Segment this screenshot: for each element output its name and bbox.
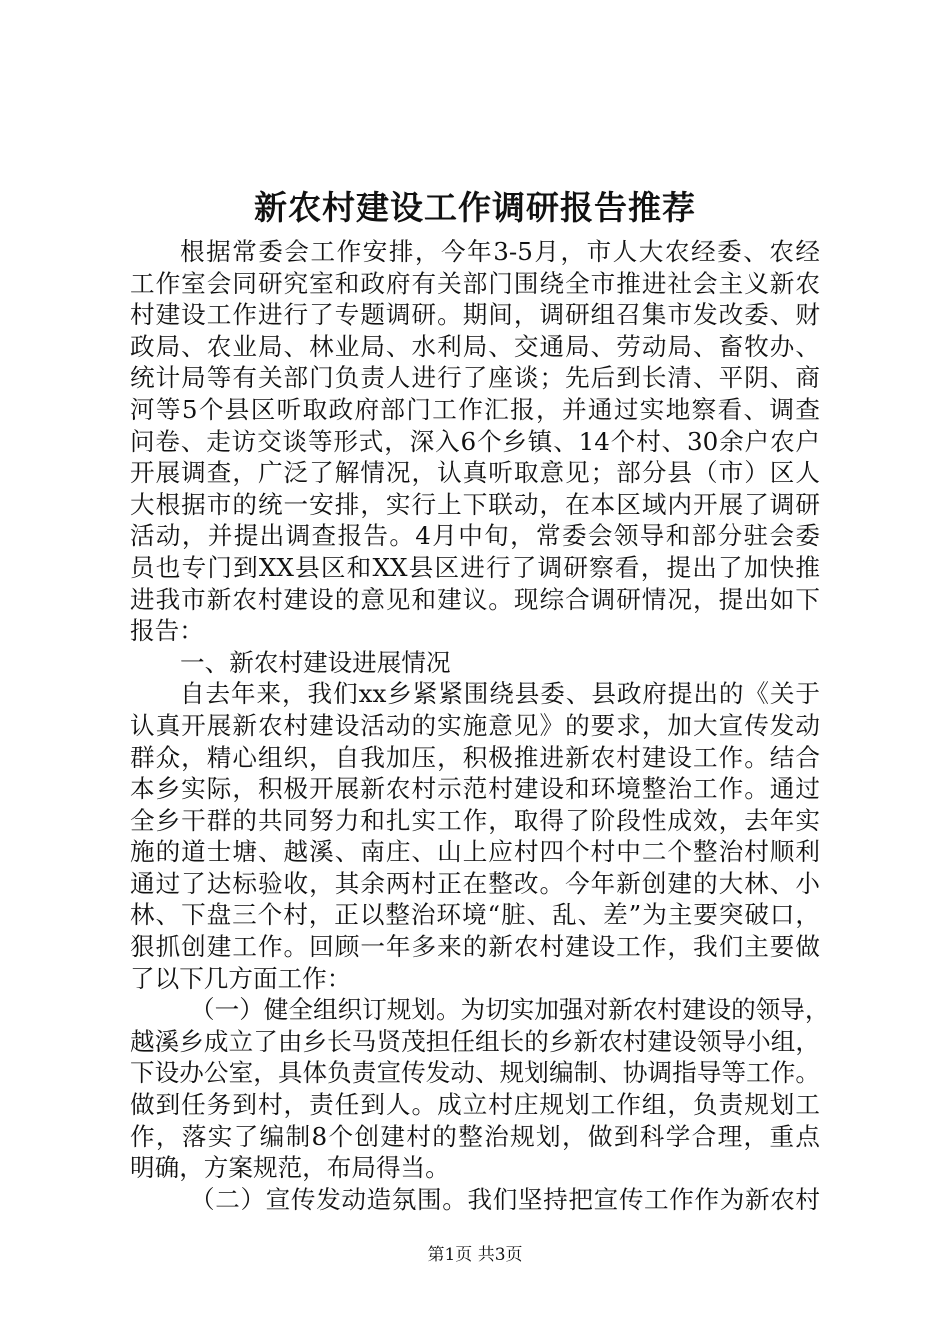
- text-line: 群众，精心组织，自我加压，积极推进新农村建设工作。结合: [130, 742, 820, 772]
- text-line: 开展调查，广泛了解情况，认真听取意见；部分县（市）区人: [130, 458, 820, 488]
- text-line: 工作室会同研究室和政府有关部门围绕全市推进社会主义新农: [130, 268, 820, 298]
- text-line: 统计局等有关部门负责人进行了座谈；先后到长清、平阴、商: [130, 363, 820, 393]
- text-line: 政局、农业局、林业局、水利局、交通局、劳动局、畜牧办、: [130, 331, 820, 361]
- text-line: 河等5个县区听取政府部门工作汇报，并通过实地察看、调查: [130, 394, 820, 424]
- subsection-line: （二）宣传发动造氛围。我们坚持把宣传工作作为新农村: [190, 1184, 820, 1214]
- text-line: 施的道士塘、越溪、南庄、山上应村四个村中二个整治村顺利: [130, 837, 820, 867]
- text-line: 员也专门到XX县区和XX县区进行了调研察看，提出了加快推: [130, 552, 820, 582]
- text-line: 认真开展新农村建设活动的实施意见》的要求，加大宣传发动: [130, 710, 820, 740]
- text-line: 狠抓创建工作。回顾一年多来的新农村建设工作，我们主要做: [130, 932, 820, 962]
- text-line: 本乡实际，积极开展新农村示范村建设和环境整治工作。通过: [130, 774, 820, 804]
- text-line: 下设办公室，具体负责宣传发动、规划编制、协调指导等工作。: [130, 1058, 820, 1088]
- text-line: 做到任务到村，责任到人。成立村庄规划工作组，负责规划工: [130, 1090, 820, 1120]
- text-line: 问卷、走访交谈等形式，深入6个乡镇、14个村、30余户农户: [130, 426, 820, 456]
- page-footer: 第1页 共3页: [427, 1245, 523, 1265]
- text-line: 明确，方案规范，布局得当。: [130, 1153, 450, 1183]
- text-line: 通过了达标验收，其余两村正在整改。今年新创建的大林、小: [130, 868, 820, 898]
- text-line: 村建设工作进行了专题调研。期间，调研组召集市发改委、财: [130, 300, 820, 330]
- text-line: 活动，并提出调查报告。4月中旬，常委会领导和部分驻会委: [130, 521, 820, 551]
- text-line: 林、下盘三个村，正以整治环境“脏、乱、差”为主要突破口，: [130, 900, 820, 930]
- text-line: 了以下几方面工作：: [130, 963, 352, 993]
- document-title: 新农村建设工作调研报告推荐: [254, 188, 696, 227]
- text-line: 大根据市的统一安排，实行上下联动，在本区域内开展了调研: [130, 489, 820, 519]
- text-line: 自去年来，我们xx乡紧紧围绕县委、县政府提出的《关于: [180, 679, 820, 709]
- text-line: 越溪乡成立了由乡长马贤茂担任组长的乡新农村建设领导小组，: [130, 1026, 820, 1056]
- text-line: 全乡干群的共同努力和扎实工作，取得了阶段性成效，去年实: [130, 805, 820, 835]
- section-heading: 一、新农村建设进展情况: [180, 647, 451, 677]
- document-body: [130, 236, 830, 1215]
- text-line: 进我市新农村建设的意见和建议。现综合调研情况，提出如下: [130, 584, 820, 614]
- text-line: 作，落实了编制8个创建村的整治规划，做到科学合理，重点: [130, 1121, 820, 1151]
- text-line: 根据常委会工作安排，今年3-5月，市人大农经委、农经: [180, 237, 820, 266]
- text-line: 报告：: [130, 616, 204, 646]
- subsection-line: （一）健全组织订规划。为切实加强对新农村建设的领导，: [190, 995, 830, 1025]
